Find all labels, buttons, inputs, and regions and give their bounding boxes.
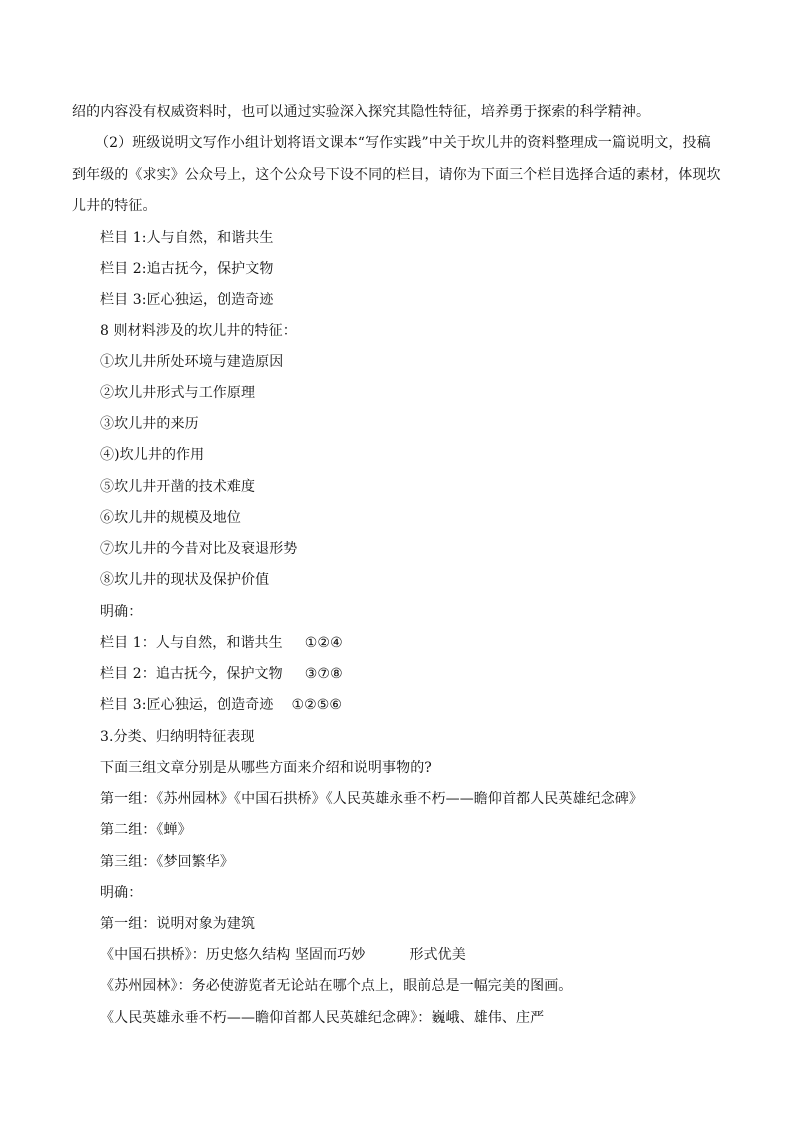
group-item: 第三组：《梦回繁华》 xyxy=(100,854,234,870)
answer-row xyxy=(100,665,343,683)
answer-items: ①②⑤⑥ xyxy=(291,697,343,713)
answer-column-label: 栏目 2：追古抚今，保护文物 xyxy=(100,666,283,682)
answer-label: 明确： xyxy=(100,604,143,620)
intro-continuation: 绍的内容没有权威资料时，也可以通过实验深入探究其隐性特征，培养勇于探索的科学精神。 xyxy=(72,104,651,120)
section-3-question: 下面三组文章分别是从哪些方面来介绍和说明事物的? xyxy=(100,760,432,776)
monument-description: 《人民英雄永垂不朽——瞻仰首都人民英雄纪念碑》：巍峨、雄伟、庄严 xyxy=(100,1010,545,1026)
answer-row xyxy=(100,696,342,714)
bridge-tail: 形式优美 xyxy=(409,947,466,963)
feature-item: ②坎儿井形式与工作原理 xyxy=(100,385,256,401)
answer-column-label: 栏目 3:匠心独运，创造奇迹 xyxy=(100,697,274,713)
column-item: 栏目 1:人与自然，和谐共生 xyxy=(100,230,274,246)
answer-2-label: 明确： xyxy=(100,885,143,901)
feature-item: ①坎儿井所处环境与建造原因 xyxy=(100,354,284,370)
group-item: 第一组：《苏州园林》《中国石拱桥》《人民英雄永垂不朽——瞻仰首都人民英雄纪念碑》 xyxy=(100,791,643,807)
bridge-text: 《中国石拱桥》：历史悠久结构 坚固而巧妙 xyxy=(100,947,366,963)
column-item: 栏目 2:追古抚今，保护文物 xyxy=(100,261,274,277)
feature-item: ⑤坎儿井开凿的技术难度 xyxy=(100,479,256,495)
feature-item: ⑥坎儿井的规模及地位 xyxy=(100,510,241,526)
column-item: 栏目 3:匠心独运，创造奇迹 xyxy=(100,292,274,308)
garden-description: 《苏州园林》：务必使游览者无论站在哪个点上，眼前总是一幅完美的图画。 xyxy=(100,978,573,994)
features-heading: 8 则材料涉及的坎儿井的特征： xyxy=(100,323,297,339)
answer-column-label: 栏目 1：人与自然，和谐共生 xyxy=(100,635,283,651)
group-item: 第二组：《蝉》 xyxy=(100,822,192,838)
feature-item: ④)坎儿井的作用 xyxy=(100,447,205,463)
group-1-answer: 第一组：说明对象为建筑 xyxy=(100,916,256,932)
answer-items: ①②④ xyxy=(304,635,343,651)
answer-row xyxy=(100,634,343,652)
feature-item: ③坎儿井的来历 xyxy=(100,416,199,432)
paragraph-2-line-2: 到年级的《求实》公众号上，这个公众号下设不同的栏目，请你为下面三个栏目选择合适的素材，体现坎 xyxy=(72,167,721,183)
feature-item: ⑦坎儿井的今昔对比及衰退形势 xyxy=(100,541,298,557)
bridge-description xyxy=(100,946,466,964)
section-3-title: 3.分类、归纳明特征表现 xyxy=(100,729,255,745)
paragraph-2-line-1: （2）班级说明文写作小组计划将语文课本“写作实践”中关于坎儿井的资料整理成一篇说明文，投稿 xyxy=(95,135,711,151)
paragraph-2-line-3: 儿井的特征。 xyxy=(72,198,157,214)
feature-item: ⑧坎儿井的现状及保护价值 xyxy=(100,572,270,588)
answer-items: ③⑦⑧ xyxy=(304,666,343,682)
